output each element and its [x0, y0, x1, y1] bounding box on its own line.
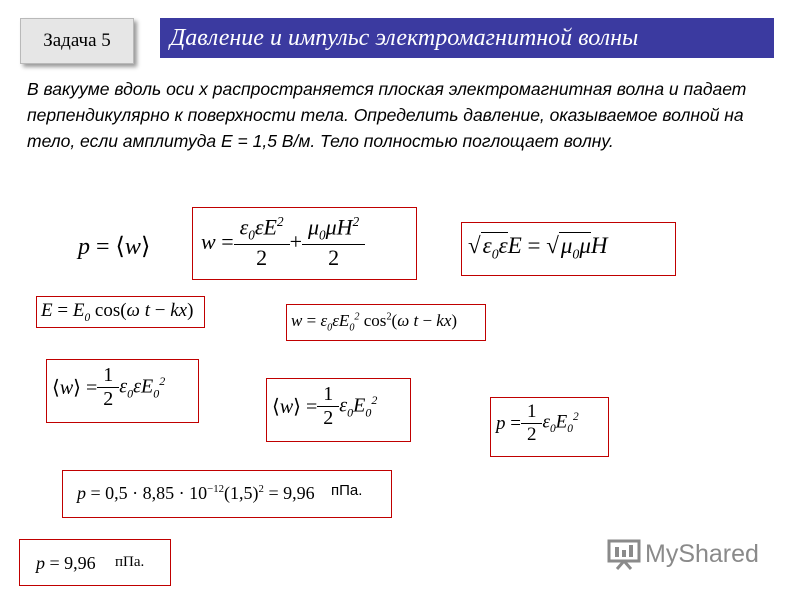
- formula-pressure-def: p = ⟨w⟩: [78, 234, 151, 260]
- formula-numeric: $p = 0,5 \cdot 8,85 \cdot 10^{-12}(1,5)^2 = 9,96$: [77, 483, 315, 503]
- formula-field-relation-box: [461, 222, 676, 276]
- unit-ppa: пПа.: [331, 482, 363, 499]
- formula-mean-energy-box: [46, 359, 199, 423]
- formula-energy-density: w = $\frac{\varepsilon_0\varepsilon E^2}{2}$ + $\frac{\mu_0\mu H^2}{2}$: [201, 214, 365, 271]
- formula-answer-box: [19, 539, 171, 586]
- formula-numeric-box: [62, 470, 392, 518]
- logo-text: MyShared: [645, 539, 759, 568]
- presentation-board-icon: [607, 538, 641, 570]
- formula-mean-energy-vacuum: ⟨w⟩ = $\frac{1}{2}$ $\varepsilon_0E_0^2$: [272, 383, 378, 429]
- formula-pressure-box: [490, 397, 609, 457]
- formula-energy-density-box: [192, 207, 417, 280]
- formula-pressure: p = $\frac{1}{2}$ $\varepsilon_0E_0^2$: [496, 401, 579, 445]
- unit-ppa-answer: пПа.: [115, 554, 145, 570]
- slide-title: Давление и импульс электромагнитной волны: [160, 18, 774, 58]
- formula-mean-energy-vacuum-box: [266, 378, 411, 442]
- problem-statement: [27, 76, 772, 154]
- formula-instant-energy: $w = \varepsilon_0\varepsilon E_0^2$ $\cos^2(\omega$ t − kx): [291, 311, 458, 334]
- formula-answer: p = 9,96: [36, 553, 96, 573]
- task-label: Задача 5: [20, 18, 134, 64]
- formula-mean-energy: ⟨w⟩ = $\frac{1}{2}$ $\varepsilon_0\varepsilon E_0^2$: [52, 364, 166, 410]
- myshared-logo: [607, 536, 777, 572]
- formula-wave-field-box: [36, 296, 205, 328]
- problem-text: В вакууме вдоль оси х распространяется плоская электромагнитная волна и падает перпендикулярно к поверхности тела. Определить давление, оказываемое волной на тело, если амплитуда Е = 1,5 В/м. Тело полностью поглощает волну.: [27, 79, 747, 151]
- formula-instant-energy-box: [286, 304, 486, 341]
- formula-field-relation: $√\varepsilon_0\varepsilon E = √\mu_0\mu H$: [468, 233, 608, 262]
- formula-wave-field: $E = E_0$ cos(ω t − kx): [41, 300, 194, 324]
